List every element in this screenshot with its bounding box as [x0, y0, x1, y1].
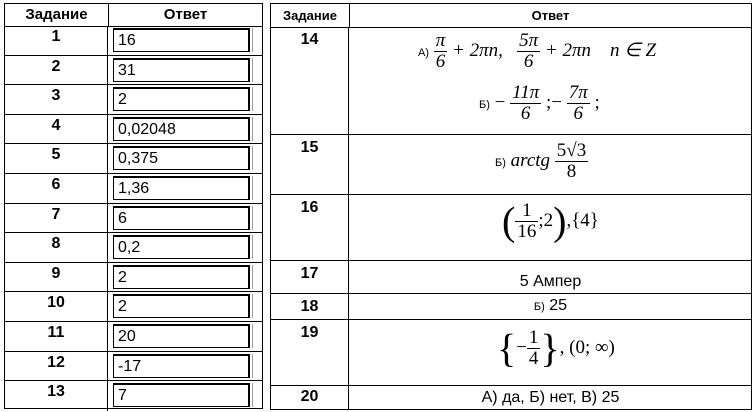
table-row: [5, 144, 262, 174]
answer-line-a: [418, 31, 656, 72]
header-answer: Ответ: [531, 8, 570, 23]
table-row: [5, 26, 262, 56]
task-number: 12: [5, 352, 108, 381]
function-name: arctg: [510, 149, 551, 171]
option-label: Б): [533, 301, 545, 313]
header-task: Задание: [271, 4, 350, 27]
table-row: [5, 233, 262, 263]
answer-field[interactable]: 2: [113, 265, 250, 289]
answer-cell: [350, 261, 751, 293]
answer-field[interactable]: 0,2: [113, 235, 250, 259]
answer-field[interactable]: -17: [113, 354, 250, 378]
table-header: [5, 4, 262, 27]
answer-cell: ( $\frac{1}{16}$ ;2),{4}: [502, 198, 599, 244]
answer-cell: [350, 27, 751, 134]
answer-field[interactable]: 2: [113, 87, 250, 111]
field-shadow: [252, 206, 257, 230]
answer-line-b: Б) − $\frac{11\pi}{6}$ ;− $\frac{7\pi}{6}$ ;: [479, 82, 600, 124]
task-number: 7: [5, 204, 108, 233]
field-shadow: [252, 265, 257, 289]
answer-field[interactable]: 31: [113, 58, 250, 82]
table-row: [5, 115, 262, 145]
task-number: 4: [5, 115, 108, 144]
table-row: [271, 320, 751, 386]
table-row: [271, 386, 751, 409]
task-number: 17: [271, 261, 349, 293]
field-shadow: [252, 176, 257, 200]
task-number: 1: [5, 26, 108, 55]
task-number: 10: [5, 292, 108, 321]
answer-text: 25: [549, 297, 568, 314]
table-row: [271, 135, 751, 195]
fraction: $\frac{5\pi}{6}$: [519, 30, 539, 72]
table-row: [5, 352, 262, 382]
answer-cell: [350, 135, 751, 194]
answers-table-right: [270, 3, 752, 410]
term: + 2πn,: [452, 39, 503, 61]
answer-field[interactable]: 0,375: [113, 146, 250, 170]
task-number: 16: [271, 195, 349, 260]
answer-field[interactable]: 2: [113, 294, 250, 318]
header-answer: Ответ: [163, 6, 208, 23]
table-row: [5, 204, 262, 234]
table-row: [271, 261, 751, 294]
option-label: Б): [495, 156, 506, 169]
answer-cell: [350, 294, 751, 319]
answer-field[interactable]: 16: [113, 28, 250, 52]
table-row: [271, 294, 751, 320]
answer-cell: [350, 386, 751, 409]
fraction: $\frac{1}{16}$: [517, 200, 537, 242]
task-number: 6: [5, 174, 108, 203]
task-number: 14: [271, 27, 349, 134]
fraction: $\frac{11\pi}{6}$: [512, 82, 540, 124]
field-shadow: [252, 354, 257, 378]
answer-field[interactable]: 7: [113, 383, 250, 407]
option-label: Б): [479, 98, 490, 111]
task-number: 15: [271, 135, 349, 194]
task-number: 8: [5, 233, 108, 262]
table-row: [5, 56, 262, 86]
table-row: [5, 85, 262, 115]
field-shadow: [252, 58, 257, 82]
term: + 2πn: [544, 39, 591, 61]
domain-note: n ∈ Z: [610, 39, 657, 61]
fraction: $\frac{5√3}{8}$: [556, 140, 587, 182]
field-shadow: [252, 294, 257, 318]
task-number: 19: [271, 320, 349, 385]
fraction: $\frac{\pi}{6}$: [435, 30, 446, 72]
task-number: 9: [5, 263, 108, 292]
task-number: 20: [271, 386, 349, 409]
answer-field[interactable]: 20: [113, 324, 250, 348]
header-task: Задание: [5, 4, 109, 26]
table-row: [5, 263, 262, 293]
task-number: 18: [271, 294, 349, 319]
fraction: $\frac{7\pi}{6}$: [568, 82, 588, 124]
field-shadow: [252, 235, 257, 259]
task-number: 3: [5, 85, 108, 114]
task-number: 13: [5, 381, 108, 411]
field-shadow: [252, 324, 257, 348]
answer-field[interactable]: 1,36: [113, 176, 250, 200]
field-shadow: [252, 87, 257, 111]
option-label: А): [418, 46, 429, 59]
task-number: 11: [5, 322, 108, 351]
field-shadow: [252, 383, 257, 407]
table-header: [271, 4, 751, 28]
answer-field[interactable]: 0,02048: [113, 117, 250, 141]
fraction: $\frac{1}{4}$: [528, 327, 539, 369]
answer-cell: {− $\frac{1}{4}$ }, (0; ∞): [497, 325, 615, 371]
table-row: [5, 292, 262, 322]
field-shadow: [252, 117, 257, 141]
answer-field[interactable]: 6: [113, 206, 250, 230]
field-shadow: [252, 146, 257, 170]
table-row: [271, 27, 751, 135]
answer-text: 5 Ампер: [519, 273, 582, 290]
table-row: [5, 174, 262, 204]
answers-table-left: [4, 3, 263, 409]
task-number: 2: [5, 56, 108, 85]
table-row: [5, 381, 262, 411]
table-row: [271, 195, 751, 261]
task-number: 5: [5, 144, 108, 173]
answer-text: А) да, Б) нет, В) 25: [481, 389, 620, 406]
field-shadow: [252, 28, 257, 52]
table-row: [5, 322, 262, 352]
